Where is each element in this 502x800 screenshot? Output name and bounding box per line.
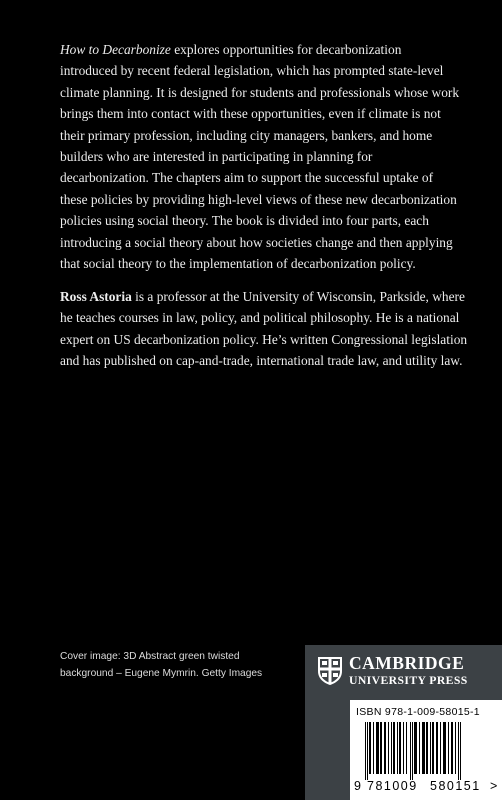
barcode-bar — [403, 722, 404, 774]
barcode-right-digits: 580151 — [430, 779, 481, 793]
barcode-bar — [384, 722, 386, 774]
barcode-bar — [406, 722, 407, 774]
isbn-label: ISBN 978-1-009-58015-1 — [356, 706, 480, 718]
publisher-name — [349, 655, 468, 686]
barcode-bar — [436, 722, 438, 774]
barcode-bar — [451, 722, 453, 774]
barcode-bar — [419, 722, 420, 774]
barcode-bar — [367, 722, 368, 780]
barcode-quiet-mark: > — [490, 779, 498, 793]
author-bio — [60, 286, 470, 372]
isbn-barcode-box — [350, 700, 502, 800]
author-name: Ross Astoria — [60, 289, 132, 304]
description-text: explores opportunities for decarbonization introduced by recent federal legislation, which has prompted state-level climate planning. It is designed for students and professionals whose work brings them into contact with these opportunities, even if climate is not their primary profession, including city managers, bankers, and home builders who are interested in participating in planning for decarbonization. The chapters aim to support the successful uptake of these policies by providing high-level views of these new decarbonization policies using social theory. The book is divided into four parts, each introducing a social theory about how societies change and then applying that social theory to the implementation of decarbonization policy. — [60, 42, 460, 272]
barcode-bar — [412, 722, 413, 780]
barcode-bar — [414, 722, 417, 774]
barcode-bar — [432, 722, 434, 774]
barcode-bar — [393, 722, 395, 774]
barcode-bar — [410, 722, 411, 780]
publisher-panel — [305, 645, 502, 800]
barcode-bar — [422, 722, 425, 774]
barcode-bar — [397, 722, 398, 774]
barcode-bar — [365, 722, 366, 780]
barcode-lead-digit: 9 — [354, 779, 361, 793]
barcode-bar — [458, 722, 459, 780]
publisher-name-line2: UNIVERSITY PRESS — [349, 673, 468, 687]
publisher-logo — [317, 655, 468, 686]
cambridge-crest-icon — [317, 656, 343, 686]
barcode-digits — [350, 779, 502, 797]
barcode-bar — [373, 722, 374, 774]
barcode-bar — [376, 722, 379, 774]
cover-image-credit: Cover image: 3D Abstract green twisted background – Eugene Mymrin. Getty Images — [60, 651, 263, 679]
barcode-bar — [426, 722, 428, 774]
author-bio-text: is a professor at the University of Wisconsin, Parkside, where he teaches courses in law, policy, and political philosophy. He is a national expert on US decarbonization policy. He’s written Congressional legislation and has published on cap-and-trade, international trade law, and utility law. — [60, 289, 468, 369]
barcode-bar — [448, 722, 449, 774]
barcode-bar — [391, 722, 392, 774]
barcode-left-digits: 781009 — [367, 779, 418, 793]
barcode-bar — [380, 722, 382, 774]
barcode-bar — [388, 722, 389, 774]
barcode-bar — [369, 722, 371, 774]
barcode-bar — [399, 722, 401, 774]
barcode-bar — [430, 722, 431, 774]
barcode-bars — [364, 722, 488, 780]
book-title-italic: How to Decarbonize — [60, 42, 171, 57]
publisher-name-line1: CAMBRIDGE — [349, 653, 465, 673]
barcode-bar — [460, 722, 461, 780]
barcode-bar — [440, 722, 441, 774]
book-description — [60, 39, 460, 274]
barcode-bar — [455, 722, 456, 774]
barcode-bar — [443, 722, 446, 774]
